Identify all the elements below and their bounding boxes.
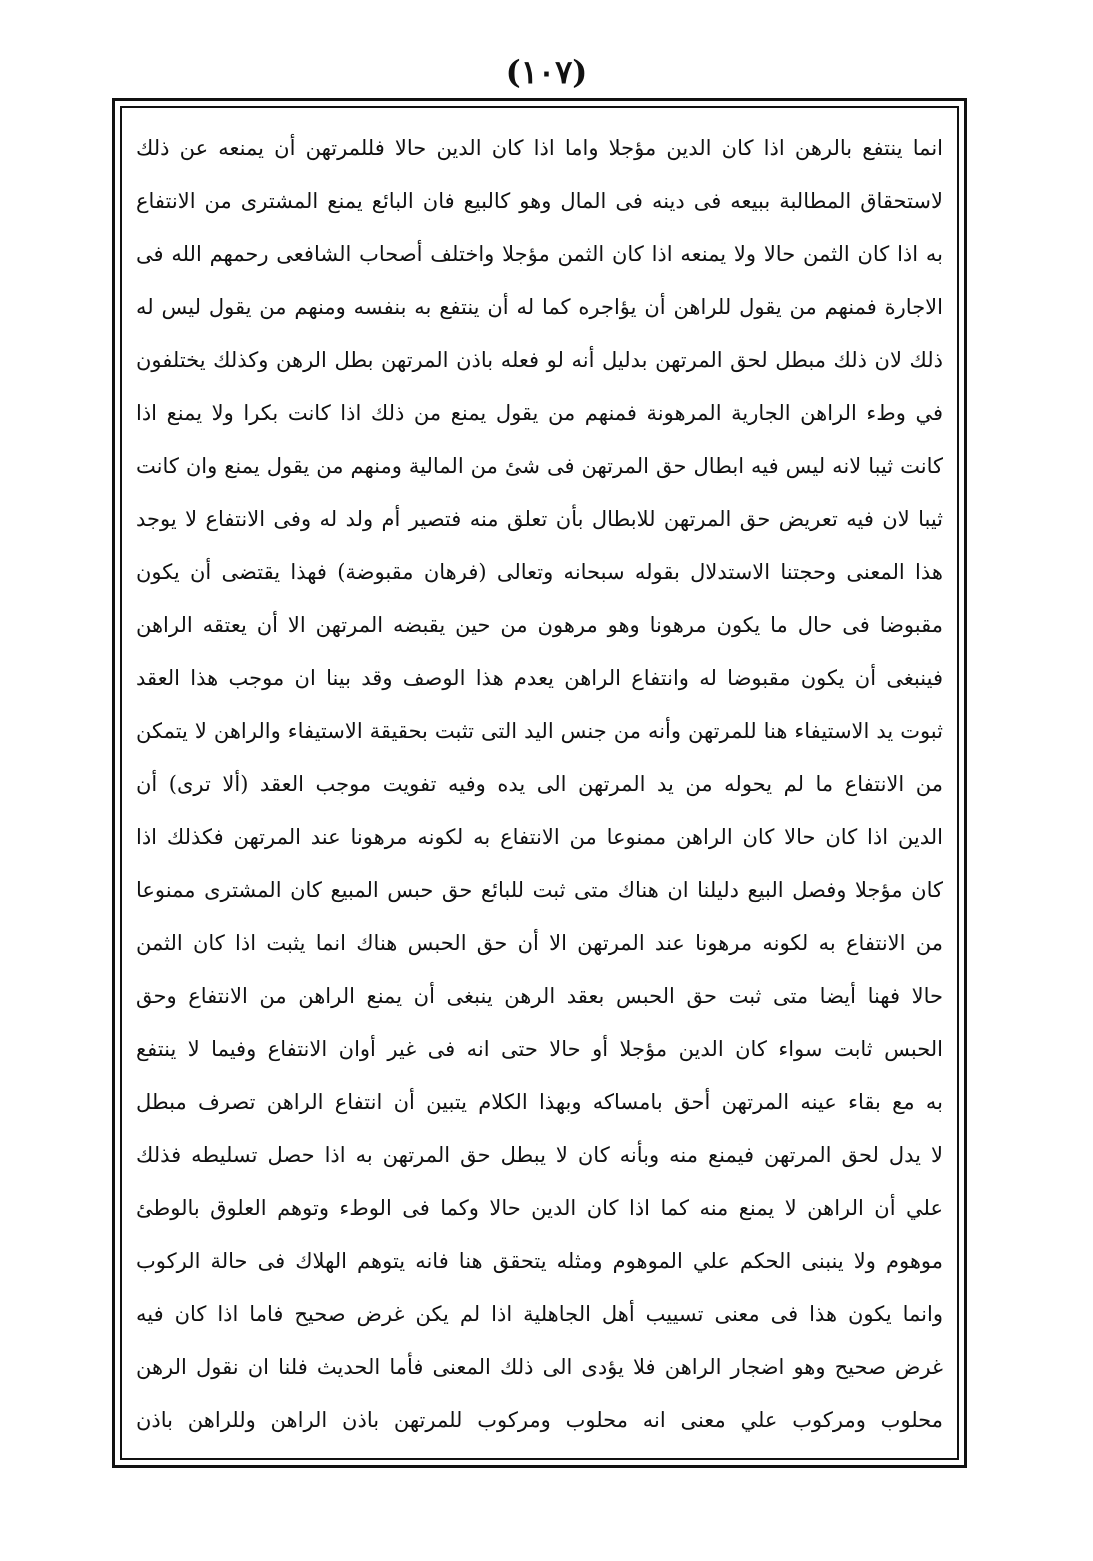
text-line: الدين اذا كان حالا كان الراهن ممنوعا من الانتفاع به لكونه مرهونا عند المرتهن فكذلك اذا [136,825,943,849]
text-line: علي أن الراهن لا يمنع منه كما اذا كان الدين حالا وكما فى الوطء وتوهم العلوق بالوطئ [136,1196,943,1220]
text-line: ثيبا لان فيه تعريض حق المرتهن للابطال بأن تعلق منه فتصير أم ولد له وفى الانتفاع لا يوجد [136,507,943,531]
text-line: وانما يكون هذا فى معنى تسييب أهل الجاهلية اذا لم يكن غرض صحيح فاما اذا كان فيه [136,1302,943,1326]
text-line: به اذا كان الثمن حالا ولا يمنعه اذا كان الثمن مؤجلا واختلف أصحاب الشافعى رحمهم الله فى [136,242,943,266]
text-line: من الانتفاع ما لم يحوله من يد المرتهن الى يده وفيه تفويت موجب العقد (ألا ترى) أن [136,772,943,796]
text-line: ثبوت يد الاستيفاء هنا للمرتهن وأنه من جنس اليد التى تثبت بحقيقة الاستيفاء والراهن لا يتمكن [136,719,943,743]
body-text [122,108,957,1458]
text-line: من الانتفاع به لكونه مرهونا عند المرتهن الا أن حق الحبس هناك انما يثبت اذا كان الثمن [136,931,943,955]
text-line: محلوب ومركوب علي معنى انه محلوب ومركوب للمرتهن باذن الراهن وللراهن باذن [136,1408,943,1432]
text-line: هذا المعنى وحجتنا الاستدلال بقوله سبحانه وتعالى (فرهان مقبوضة) فهذا يقتضى أن يكون [136,560,943,584]
text-line: موهوم ولا ينبنى الحكم علي الموهوم ومثله يتحقق هنا فانه يتوهم الهلاك فى حالة الركوب [136,1249,943,1273]
page-number: (١٠٧) [505,53,588,91]
text-line: ذلك لان ذلك مبطل لحق المرتهن بدليل أنه لو فعله باذن المرتهن بطل الرهن وكذلك يختلفون [136,348,943,372]
text-line: به مع بقاء عينه المرتهن أحق بامساكه وبهذا الكلام يتبين أن انتفاع الراهن تصرف مبطل [136,1090,943,1114]
text-line: كانت ثيبا لانه ليس فيه ابطال حق المرتهن فى شئ من المالية ومنهم من يقول يمنع وان كانت [136,454,943,478]
text-line: الاجارة فمنهم من يقول للراهن أن يؤاجره كما له أن ينتفع به بنفسه ومنهم من يقول ليس له [136,295,943,319]
text-line: حالا فهنا أيضا متى ثبت حق الحبس بعقد الرهن ينبغى أن يمنع الراهن من الانتفاع وحق [136,984,943,1008]
text-line: لا يدل لحق المرتهن فيمنع منه وبأنه كان لا يبطل حق المرتهن به اذا حصل تسليطه فذلك [136,1143,943,1167]
text-line: لاستحقاق المطالبة ببيعه فى دينه فى المال وهو كالبيع فان البائع يمنع المشترى من الانتفاع [136,189,943,213]
text-line: الحبس ثابت سواء كان الدين مؤجلا أو حالا حتى انه فى غير أوان الانتفاع وفيما لا ينتفع [136,1037,943,1061]
text-line: غرض صحيح وهو اضجار الراهن فلا يؤدى الى ذلك المعنى فأما الحديث فلنا ان نقول الرهن [136,1355,943,1379]
text-line: كان مؤجلا وفصل البيع دليلنا ان هناك متى ثبت للبائع حق حبس المبيع كان المشترى ممنوعا [136,878,943,902]
text-line: مقبوضا فى حال ما يكون مرهونا وهو مرهون من حين يقبضه المرتهن الا أن يعتقه الراهن [136,613,943,637]
text-line: في وطء الراهن الجارية المرهونة فمنهم من يقول يمنع من ذلك اذا كانت بكرا ولا يمنع اذا [136,401,943,425]
text-line: فينبغى أن يكون مقبوضا له وانتفاع الراهن يعدم هذا الوصف وقد بينا ان موجب هذا العقد [136,666,943,690]
text-line: انما ينتفع بالرهن اذا كان الدين مؤجلا واما اذا كان الدين حالا فللمرتهن أن يمنعه عن ذلك [136,136,943,160]
